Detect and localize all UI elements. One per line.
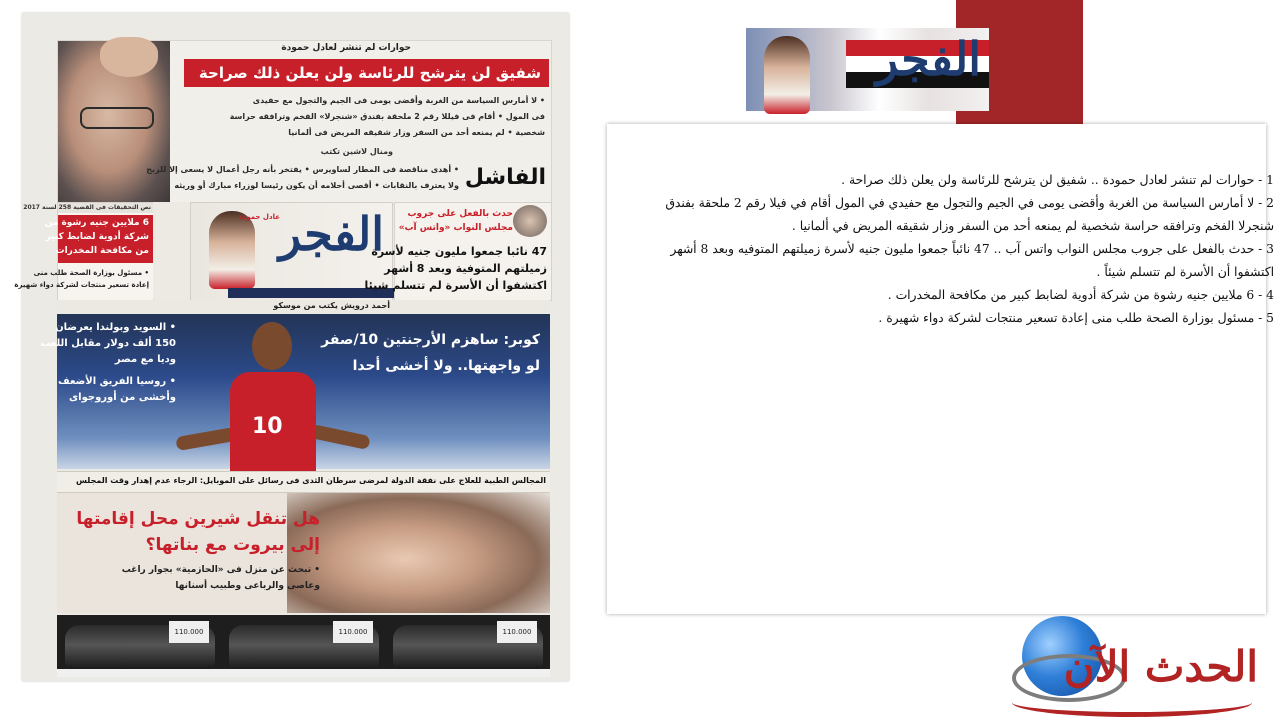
- failed-headline: الفاشل: [464, 165, 546, 190]
- story-kicker-2: ومنال لاشين تكتب: [320, 147, 393, 156]
- brand-logo: [1012, 614, 1264, 720]
- shirt-number: 10: [252, 414, 283, 439]
- sherine-sub: • تبحث عن منزل فى «الحازمية» بجوار راغب: [121, 565, 320, 575]
- bribe-headline: من مكافحة المخدرات: [55, 246, 149, 256]
- sherine-sub: وعاصى والرباعى وطبيب أسنانها: [175, 581, 320, 591]
- sherine-story: [57, 493, 550, 613]
- bribe-headline: 6 ملايين جنيه رشوة من: [44, 218, 149, 228]
- council-bar: [57, 471, 550, 493]
- whatsapp-headline: اكتشفوا أن الأسرة لم تتسلم شيئا: [364, 279, 547, 292]
- sports-story: [40, 314, 550, 469]
- whatsapp-headline: 47 نائبا جمعوا مليون جنيه لأسرة: [371, 245, 547, 258]
- ad-price-tag: 110.000: [497, 621, 537, 643]
- summary-item: 2 - لا أمارس السياسة من الغربة وأقضى يومى في الجيم والتجول مع حفيدي في المول أقام في فيلا رقم 2 ملحقة بفندق شنجرلا الفخم وترافقه حراسة شخصية لم يمنعه أحد من السفر وزار شقيقه المريض في ألمانيا .: [665, 196, 1274, 233]
- masthead: [153, 202, 393, 299]
- car-advert: [57, 615, 550, 677]
- sports-sub: • السويد وبولندا يعرضان: [55, 322, 176, 333]
- sports-sub: وديا مع مصر: [114, 354, 176, 365]
- shafik-story: [57, 40, 552, 205]
- sherine-headline: هل تنقل شيرين محل إقامتها: [76, 509, 320, 529]
- summary-item: 5 - مسئول بوزارة الصحة طلب منى إعادة تسعير منتجات لشركة دواء شهيرة .: [878, 311, 1274, 325]
- newspaper-front-page: [14, 13, 569, 681]
- bribe-sub: إعادة تسعير منتجات لشركة دواء شهيرة: [14, 281, 149, 289]
- story-kicker: حوارات لم تنشر لعادل حمودة: [281, 43, 411, 53]
- brand-wordmark: الحدث الآن: [1063, 642, 1258, 691]
- sports-sub: وأخشى من أوروجواى: [69, 392, 176, 403]
- story-bullet: • لا أمارس السياسة من الغربة وأقضى يومى فى الجيم والتجول مع حفيدى: [252, 96, 545, 105]
- story-bullet: فى المول • أقام فى فيللا رقم 2 ملحقة بفندق «شنجرلا» الفخم وترافقه حراسة: [229, 112, 545, 121]
- story-bullet: • أهدى مناقصة فى المطار لساويرس • يفتخر بأنه رجل أعمال لا يسعى إلا للربح: [146, 165, 459, 174]
- story-headline-box: [184, 59, 549, 87]
- summary-item: 1 - حوارات لم تنشر لعادل حمودة .. شفيق لن يترشح للرئاسة ولن يعلن ذلك صراحة .: [841, 173, 1274, 187]
- shafik-photo: [58, 41, 170, 204]
- sports-headline: لو واجهتها.. ولا أخشى أحدا: [352, 358, 540, 374]
- banner-logo: الفجر: [875, 32, 981, 86]
- bribe-sub: • مسئول بوزارة الصحة طلب منى: [33, 269, 149, 277]
- whatsapp-headline: زميلتهم المتوفية وبعد 8 أشهر: [384, 262, 547, 275]
- whatsapp-story: [364, 202, 552, 301]
- bribe-caption: نص التحقيقات فى القضية 258 لسنة 2017: [23, 204, 151, 211]
- whatsapp-caption: مجلس النواب «واتس آب»: [398, 223, 513, 233]
- sherine-photo: [287, 493, 550, 613]
- bribe-headline: شركة أدوية لضابط كبير: [45, 232, 149, 242]
- sports-caption-bar: [57, 300, 550, 313]
- failed-headline-box: [464, 163, 548, 199]
- summary-list: [632, 169, 1274, 330]
- banner-photo: [764, 36, 810, 114]
- summary-item: 4 - 6 ملايين جنيه رشوة من شركة أدوية لضابط كبير من مكافحة المخدرات .: [887, 288, 1274, 302]
- sports-sub: 150 ألف دولار مقابل اللعب: [40, 338, 176, 349]
- whatsapp-photo: [513, 205, 547, 237]
- council-headline: المجالس الطبية للعلاج على نفقة الدولة لمرضى سرطان الثدى فى رسائل على الموبايل: الرجاء عدم إهدار وقت المجلس: [76, 476, 546, 485]
- masthead-photo: [209, 211, 255, 289]
- sports-sub: • روسيا الفريق الأضعف: [58, 376, 176, 387]
- ad-price-tag: 110.000: [333, 621, 373, 643]
- sherine-headline: إلى بيروت مع بناتها؟: [145, 535, 320, 555]
- bribe-headline-box: [44, 215, 153, 263]
- masthead-founder: عادل حمودة: [238, 213, 280, 221]
- story-bullet: ولا يعترف بالنقابات • أقصى أحلامه أن يكون رئيسا لوزراء مبارك أو وريثه: [174, 181, 459, 190]
- story-bullet: شخصية • لم يمنعه أحد من السفر وزار شقيقه المريض فى ألمانيا: [288, 128, 545, 137]
- masthead-logo: الفجر: [278, 207, 384, 261]
- ad-price-tag: 110.000: [169, 621, 209, 643]
- story-headline: شفيق لن يترشح للرئاسة ولن يعلن ذلك صراحة: [198, 64, 541, 82]
- newspaper-banner: [746, 28, 989, 111]
- whatsapp-caption: حدث بالفعل على جروب: [407, 209, 513, 219]
- sports-caption: أحمد درويش يكتب من موسكو: [273, 301, 390, 310]
- sports-headline: كوبر: ساهزم الأرجنتين 10/صفر: [321, 332, 540, 348]
- bribe-story: [14, 202, 154, 301]
- summary-item: 3 - حدث بالفعل على جروب مجلس النواب واتس آب .. 47 نائباً جمعوا مليون جنيه لأسرة زميلتهم المتوفيه وبعد 8 أشهر اكتشفوا أن الأسرة لم تتسلم شيئاً .: [670, 242, 1274, 279]
